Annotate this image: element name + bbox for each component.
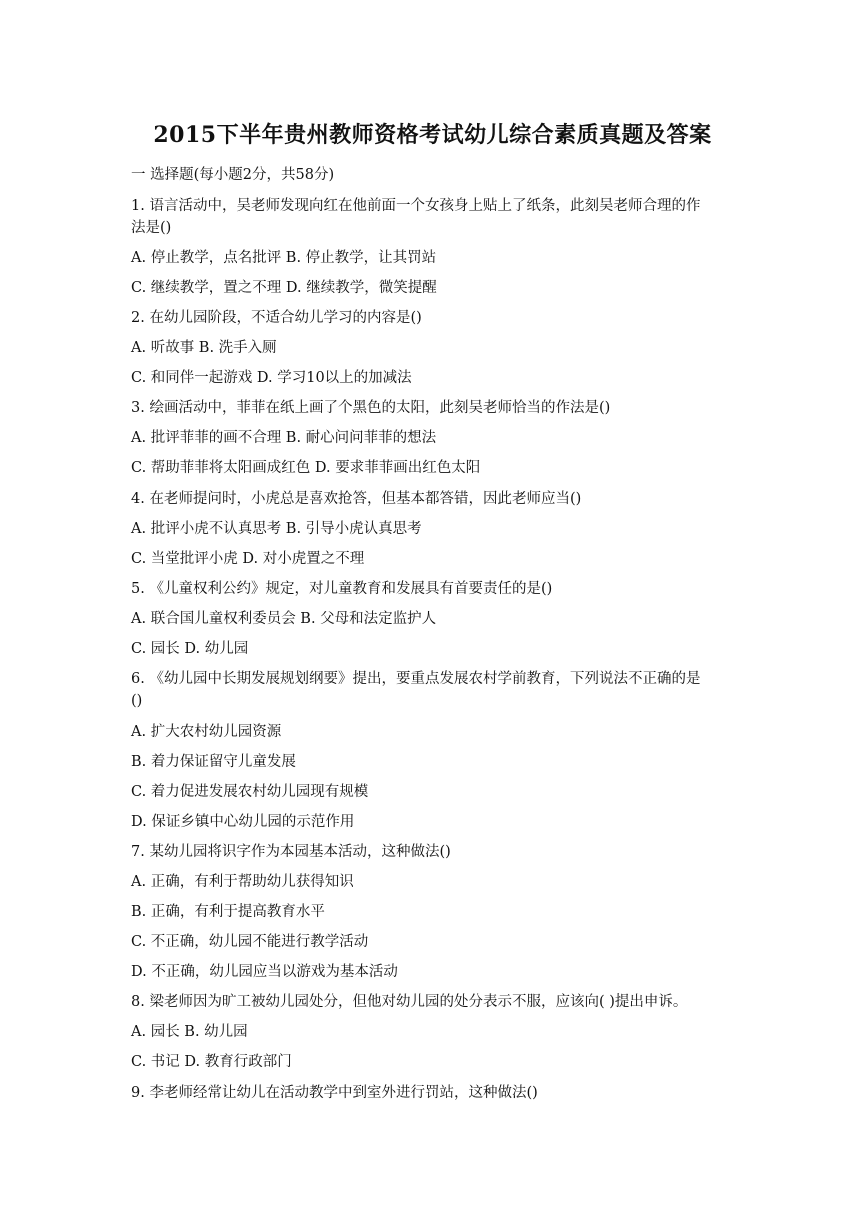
question-3-options-ab: A. 批评菲菲的画不合理 B. 耐心问问菲菲的想法 <box>131 430 437 446</box>
question-7-option-c: C. 不正确，幼儿园不能进行教学活动 <box>131 934 369 950</box>
question-6-option-b: B. 着力保证留守儿童发展 <box>131 754 296 770</box>
question-1-stem: 1. 语言活动中，吴老师发现向红在他前面一个女孩身上贴上了纸条，此刻吴老师合理的作 <box>131 198 701 214</box>
document-title: 2015下半年贵州教师资格考试幼儿综合素质真题及答案 <box>153 122 712 148</box>
question-5-options-ab: A. 联合国儿童权利委员会 B. 父母和法定监护人 <box>131 611 437 627</box>
question-8-options-cd: C. 书记 D. 教育行政部门 <box>131 1054 292 1070</box>
question-7-option-b: B. 正确，有利于提高教育水平 <box>131 904 325 920</box>
question-3-options-cd: C. 帮助菲菲将太阳画成红色 D. 要求菲菲画出红色太阳 <box>131 460 481 476</box>
question-6-stem-cont: () <box>131 693 143 709</box>
question-6-stem: 6. 《幼儿园中长期发展规划纲要》提出，要重点发展农村学前教育，下列说法不正确的是 <box>131 671 701 687</box>
question-5-options-cd: C. 园长 D. 幼儿园 <box>131 641 249 657</box>
question-4-options-ab: A. 批评小虎不认真思考 B. 引导小虎认真思考 <box>131 521 422 537</box>
question-2-options-ab: A. 听故事 B. 洗手入厕 <box>131 340 277 356</box>
question-4-options-cd: C. 当堂批评小虎 D. 对小虎置之不理 <box>131 551 365 567</box>
question-7-option-d: D. 不正确，幼儿园应当以游戏为基本活动 <box>131 964 398 980</box>
question-1-options-ab: A. 停止教学，点名批评 B. 停止教学，让其罚站 <box>131 250 437 266</box>
question-1-stem-cont: 法是() <box>131 220 172 236</box>
question-5-stem: 5. 《儿童权利公约》规定，对儿童教育和发展具有首要责任的是() <box>131 581 553 597</box>
question-6-option-d: D. 保证乡镇中心幼儿园的示范作用 <box>131 814 355 830</box>
question-2-stem: 2. 在幼儿园阶段，不适合幼儿学习的内容是() <box>131 310 422 326</box>
section-heading: 一 选择题(每小题2分，共58分) <box>131 167 335 183</box>
question-6-option-c: C. 着力促进发展农村幼儿园现有规模 <box>131 784 369 800</box>
question-9-stem: 9. 李老师经常让幼儿在活动教学中到室外进行罚站，这种做法() <box>131 1085 538 1101</box>
question-7-stem: 7. 某幼儿园将识字作为本园基本活动，这种做法() <box>131 844 451 860</box>
question-8-stem: 8. 梁老师因为旷工被幼儿园处分，但他对幼儿园的处分表示不服，应该向( )提出申诉。 <box>131 994 688 1010</box>
question-6-option-a: A. 扩大农村幼儿园资源 <box>131 724 282 740</box>
question-2-options-cd: C. 和同伴一起游戏 D. 学习10以上的加减法 <box>131 370 412 386</box>
question-3-stem: 3. 绘画活动中，菲菲在纸上画了个黑色的太阳，此刻吴老师恰当的作法是() <box>131 400 611 416</box>
question-4-stem: 4. 在老师提问时，小虎总是喜欢抢答，但基本都答错，因此老师应当() <box>131 491 582 507</box>
question-8-options-ab: A. 园长 B. 幼儿园 <box>131 1024 248 1040</box>
question-1-options-cd: C. 继续教学，置之不理 D. 继续教学，微笑提醒 <box>131 280 437 296</box>
question-7-option-a: A. 正确，有利于帮助幼儿获得知识 <box>131 874 354 890</box>
